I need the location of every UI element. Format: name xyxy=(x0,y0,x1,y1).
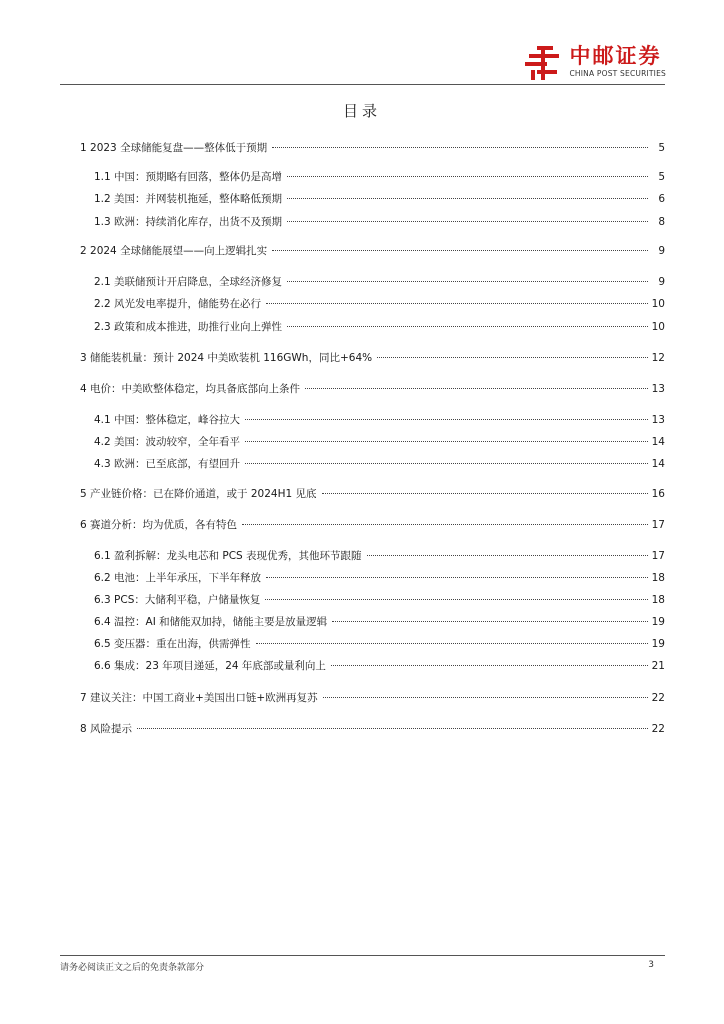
header-divider xyxy=(60,84,665,85)
toc-entry[interactable] xyxy=(80,518,665,532)
toc-entry-label: 6.3 PCS：大储利平稳，户储量恢复 xyxy=(94,594,261,606)
toc-entry-page: 17 xyxy=(651,519,665,531)
toc-entry[interactable] xyxy=(94,275,665,289)
toc-leader-dots xyxy=(287,176,648,177)
toc-entry-label: 6 赛道分析：均为优质，各有特色 xyxy=(80,519,238,531)
toc-leader-dots xyxy=(323,697,648,698)
toc-leader-dots xyxy=(245,419,648,420)
toc-leader-dots xyxy=(266,577,648,578)
toc-entry-page: 6 xyxy=(658,193,665,205)
toc-entry-label: 4.3 欧洲：已至底部，有望回升 xyxy=(94,458,241,470)
toc-entry-page: 22 xyxy=(651,723,665,735)
toc-entry[interactable] xyxy=(94,549,665,563)
toc-entry[interactable] xyxy=(80,141,665,155)
toc-entry-label: 2.1 美联储预计开启降息，全球经济修复 xyxy=(94,276,283,288)
company-logo xyxy=(523,44,666,82)
toc-leader-dots xyxy=(242,524,648,525)
toc-entry[interactable] xyxy=(80,244,665,258)
toc-entry-page: 5 xyxy=(658,142,665,154)
toc-entry[interactable] xyxy=(94,192,665,206)
toc-entry-page: 9 xyxy=(658,276,665,288)
toc-entry-label: 4.2 美国：波动较窄，全年看平 xyxy=(94,436,241,448)
toc-leader-dots xyxy=(245,463,648,464)
toc-entry-label: 7 建议关注：中国工商业+美国出口链+欧洲再复苏 xyxy=(80,692,318,704)
toc-entry-page: 10 xyxy=(651,298,665,310)
toc-entry[interactable] xyxy=(94,659,665,673)
toc-entry-label: 4.1 中国：整体稳定，峰谷拉大 xyxy=(94,414,241,426)
toc-entry-label: 6.4 温控：AI 和储能双加持，储能主要是放量逻辑 xyxy=(94,616,328,628)
toc-entry[interactable] xyxy=(94,637,665,651)
toc-entry-label: 6.6 集成：23 年项目递延，24 年底部或量利向上 xyxy=(94,660,326,672)
toc-leader-dots xyxy=(332,621,648,622)
logo-english-name: CHINA POST SECURITIES xyxy=(569,69,666,78)
toc-entry-page: 10 xyxy=(651,321,665,333)
logo-chinese-name: 中邮证券 xyxy=(569,44,662,68)
toc-entry-label: 1.2 美国：并网装机拖延，整体略低预期 xyxy=(94,193,283,205)
toc-entry[interactable] xyxy=(94,593,665,607)
toc-entry-page: 18 xyxy=(651,594,665,606)
toc-title: 目录 xyxy=(342,102,381,120)
toc-leader-dots xyxy=(367,555,648,556)
toc-entry-label: 1.1 中国：预期略有回落，整体仍是高增 xyxy=(94,171,283,183)
toc-entry-page: 5 xyxy=(658,171,665,183)
china-post-logo-icon xyxy=(523,44,563,82)
toc-leader-dots xyxy=(256,643,648,644)
toc-entry-page: 14 xyxy=(651,458,665,470)
toc-entry-page: 21 xyxy=(651,660,665,672)
toc-entry-page: 13 xyxy=(651,383,665,395)
toc-entry[interactable] xyxy=(80,351,665,365)
toc-leader-dots xyxy=(287,281,648,282)
toc-entry[interactable] xyxy=(94,297,665,311)
toc-entry-label: 2 2024 全球储能展望——向上逻辑扎实 xyxy=(80,245,268,257)
toc-entry-page: 14 xyxy=(651,436,665,448)
toc-entry-label: 2.2 风光发电率提升，储能势在必行 xyxy=(94,298,262,310)
footer-divider xyxy=(60,955,665,956)
toc-entry-page: 12 xyxy=(651,352,665,364)
toc-leader-dots xyxy=(265,599,648,600)
toc-leader-dots xyxy=(322,493,649,494)
disclaimer-note: 请务必阅读正文之后的免责条款部分 xyxy=(60,963,205,973)
toc-entry-label: 5 产业链价格：已在降价通道，或于 2024H1 见底 xyxy=(80,488,317,500)
toc-entry-label: 8 风险提示 xyxy=(80,723,133,735)
page-number: 3 xyxy=(648,960,654,970)
toc-entry[interactable] xyxy=(94,215,665,229)
toc-entry-page: 16 xyxy=(651,488,665,500)
toc-entry-page: 13 xyxy=(651,414,665,426)
toc-leader-dots xyxy=(377,357,648,358)
toc-entry[interactable] xyxy=(80,487,665,501)
toc-leader-dots xyxy=(272,147,648,148)
toc-entry-page: 17 xyxy=(651,550,665,562)
toc-entry-page: 19 xyxy=(651,616,665,628)
toc-entry-label: 2.3 政策和成本推进，助推行业向上弹性 xyxy=(94,321,283,333)
toc-leader-dots xyxy=(137,728,648,729)
toc-entry-label: 6.2 电池：上半年承压，下半年释放 xyxy=(94,572,262,584)
toc-entry-page: 8 xyxy=(658,216,665,228)
toc-entry[interactable] xyxy=(80,382,665,396)
toc-entry-label: 1.3 欧洲：持续消化库存，出货不及预期 xyxy=(94,216,283,228)
toc-entry-label: 3 储能装机量：预计 2024 中美欧装机 116GWh，同比+64% xyxy=(80,352,373,364)
toc-entry-page: 9 xyxy=(658,245,665,257)
toc-leader-dots xyxy=(287,221,648,222)
toc-entry[interactable] xyxy=(94,615,665,629)
toc-entry-page: 19 xyxy=(651,638,665,650)
toc-entry[interactable] xyxy=(94,413,665,427)
toc-leader-dots xyxy=(287,198,648,199)
toc-entry[interactable] xyxy=(94,170,665,184)
toc-leader-dots xyxy=(272,250,648,251)
toc-entry-label: 1 2023 全球储能复盘——整体低于预期 xyxy=(80,142,268,154)
toc-entry[interactable] xyxy=(94,571,665,585)
toc-entry[interactable] xyxy=(80,722,665,736)
toc-entry[interactable] xyxy=(94,320,665,334)
toc-entry[interactable] xyxy=(94,457,665,471)
toc-leader-dots xyxy=(245,441,648,442)
toc-entry-page: 18 xyxy=(651,572,665,584)
toc-entry-label: 4 电价：中美欧整体稳定，均具备底部向上条件 xyxy=(80,383,301,395)
toc-entry-label: 6.5 变压器：重在出海，供需弹性 xyxy=(94,638,251,650)
toc-leader-dots xyxy=(287,326,648,327)
toc-leader-dots xyxy=(331,665,648,666)
toc-leader-dots xyxy=(266,303,648,304)
toc-leader-dots xyxy=(305,388,648,389)
toc-entry[interactable] xyxy=(80,691,665,705)
toc-entry-label: 6.1 盈利拆解：龙头电芯和 PCS 表现优秀，其他环节跟随 xyxy=(94,550,362,562)
toc-entry[interactable] xyxy=(94,435,665,449)
toc-entry-page: 22 xyxy=(651,692,665,704)
